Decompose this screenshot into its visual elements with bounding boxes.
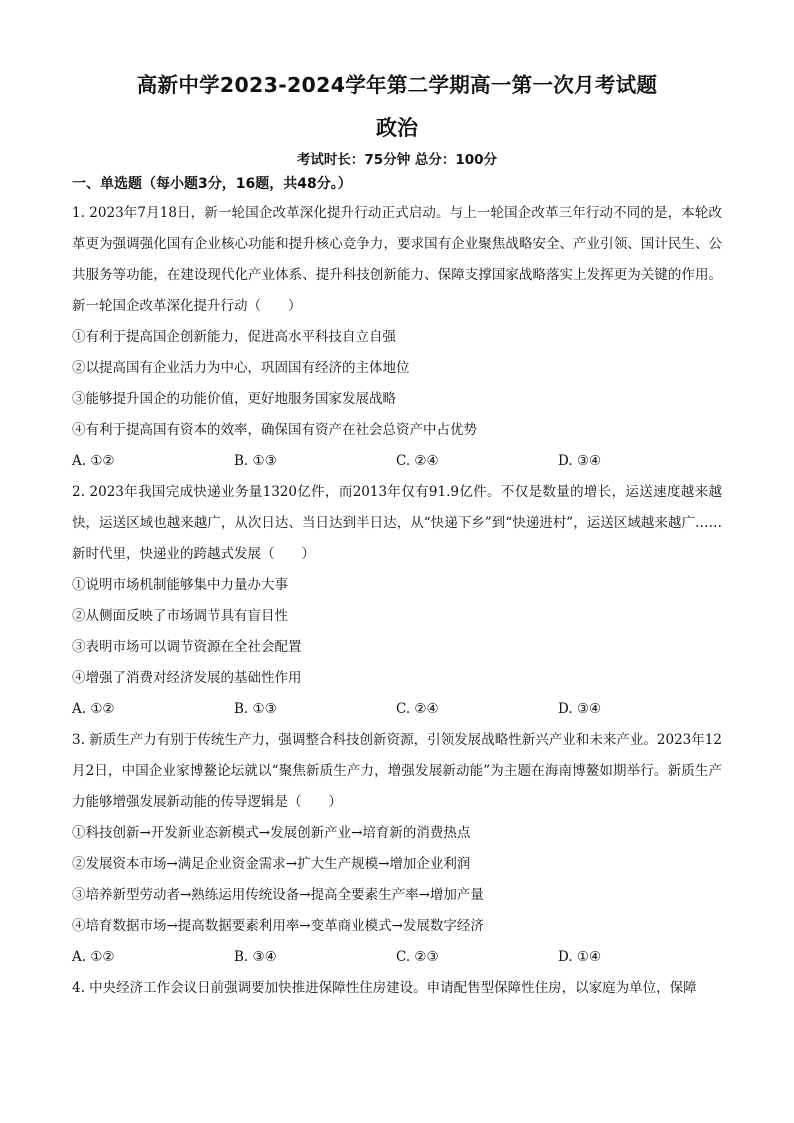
section-heading: 一、单选题（每小题3分，16题，共48分。） <box>72 176 352 192</box>
question-4 <box>72 973 722 1004</box>
statement: ③表明市场可以调节资源在全社会配置 <box>72 639 302 655</box>
option-a[interactable]: A. ①② <box>72 701 115 717</box>
option-b[interactable]: B. ①③ <box>234 453 277 469</box>
statement: ②发展资本市场→满足企业资金需求→扩大生产规模→增加企业利润 <box>72 856 471 872</box>
question-2 <box>72 477 722 725</box>
statement: ④增强了消费对经济发展的基础性作用 <box>72 670 302 686</box>
option-d[interactable]: D. ③④ <box>558 453 602 469</box>
answer-options <box>72 942 722 973</box>
statement: ②以提高国有企业活力为中心，巩固国有经济的主体地位 <box>72 360 410 376</box>
question-stem: 3. 新质生产力有别于传统生产力，强调整合科技创新资源，引领发展战略性新兴产业和未来产业。2023年12月2日，中国企业家博鳌论坛就以“聚焦新质生产力，增强发展新动能”为主题在海南博鳌如期举行。新质生产力能够增强发展新动能的传导逻辑是（ ） <box>72 732 722 810</box>
question-list <box>72 198 722 1004</box>
option-b[interactable]: B. ③④ <box>234 949 277 965</box>
answer-options <box>72 694 722 725</box>
question-1 <box>72 198 722 477</box>
statement: ①说明市场机制能够集中力量办大事 <box>72 577 288 593</box>
statement: ①有利于提高国企创新能力，促进高水平科技自立自强 <box>72 329 396 345</box>
question-3 <box>72 725 722 973</box>
statement: ④培育数据市场→提高数据要素利用率→变革商业模式→发展数字经济 <box>72 918 484 934</box>
exam-title: 高新中学2023-2024学年第二学期高一第一次月考试题 <box>136 73 658 97</box>
option-a[interactable]: A. ①② <box>72 949 115 965</box>
question-stem: 4. 中央经济工作会议日前强调要加快推进保障性住房建设。申请配售型保障性住房，以家庭为单位，保障 <box>72 980 697 996</box>
option-d[interactable]: D. ①④ <box>558 949 602 965</box>
option-c[interactable]: C. ②④ <box>396 701 439 717</box>
exam-meta: 考试时长：75分钟 总分：100分 <box>296 152 498 168</box>
question-stem: 1. 2023年7月18日，新一轮国企改革深化提升行动正式启动。与上一轮国企改革三年行动不同的是，本轮改革更为强调强化国有企业核心功能和提升核心竞争力，要求国有企业聚焦战略安全、产业引领、国计民生、公共服务等功能，在建设现代化产业体系、提升科技创新能力、保障支撑国家战略落实上发挥更为关键的作用。新一轮国企改革深化提升行动（ ） <box>72 205 722 314</box>
option-b[interactable]: B. ①③ <box>234 701 277 717</box>
statement: ③能够提升国企的功能价值，更好地服务国家发展战略 <box>72 391 396 407</box>
statement: ③培养新型劳动者→熟练运用传统设备→提高全要素生产率→增加产量 <box>72 887 484 903</box>
option-c[interactable]: C. ②③ <box>396 949 439 965</box>
option-a[interactable]: A. ①② <box>72 453 115 469</box>
statement: ②从侧面反映了市场调节具有盲目性 <box>72 608 288 624</box>
option-c[interactable]: C. ②④ <box>396 453 439 469</box>
question-stem: 2. 2023年我国完成快递业务量1320亿件，而2013年仅有91.9亿件。不仅是数量的增长，运送速度越来越快，运送区域也越来越广，从次日达、当日达到半日达，从“快递下乡”到“快递进村”，运送区域越来越广……新时代里，快递业的跨越式发展（ ） <box>72 484 722 562</box>
option-d[interactable]: D. ③④ <box>558 701 602 717</box>
answer-options <box>72 446 722 477</box>
statement: ①科技创新→开发新业态新模式→发展创新产业→培育新的消费热点 <box>72 825 471 841</box>
subject-title: 政治 <box>376 116 418 140</box>
statement: ④有利于提高国有资本的效率，确保国有资产在社会总资产中占优势 <box>72 422 477 438</box>
